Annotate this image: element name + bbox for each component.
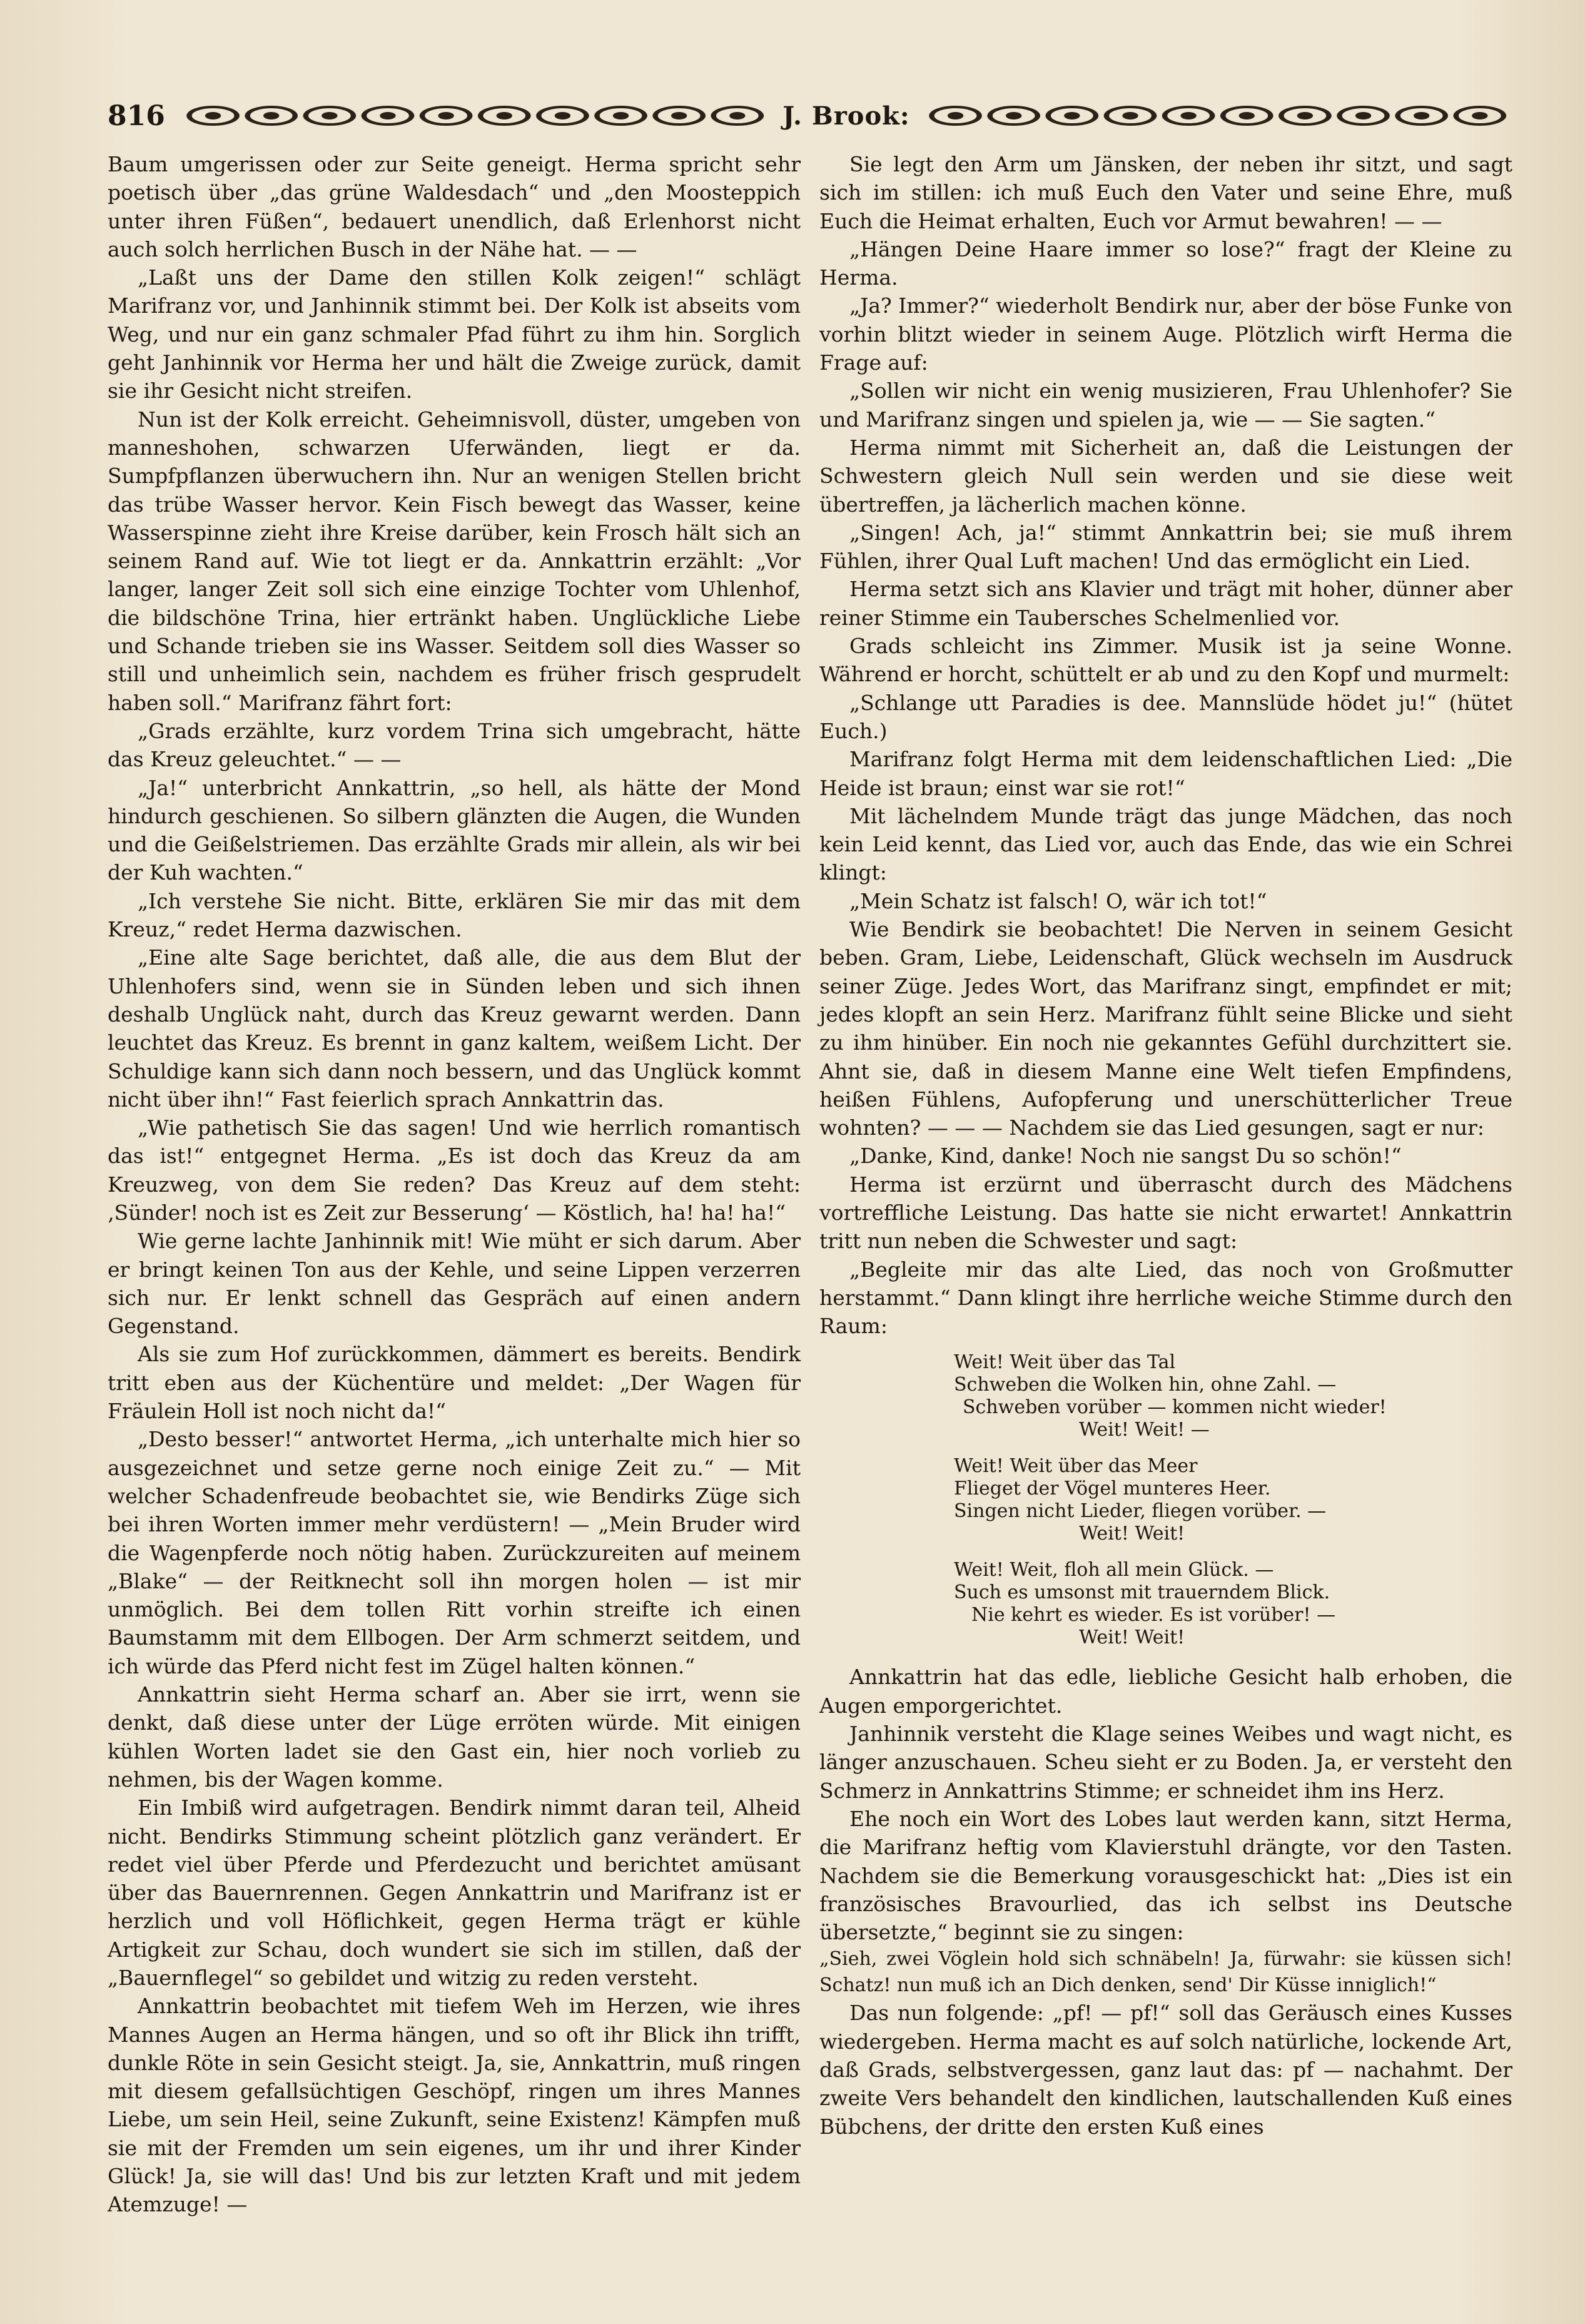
poem-line: Weit! Weit über das Tal [954, 1351, 1176, 1374]
running-head-author: J. Brook: [782, 101, 910, 131]
paragraph: „Ich verstehe Sie nicht. Bitte, erklären Sie mir das mit dem Kreuz,“ redet Herma dazwischen. [108, 888, 801, 942]
page-header [108, 94, 1509, 138]
paragraph: „Danke, Kind, danke! Noch nie sangst Du so schön!“ [849, 1144, 1402, 1169]
paragraph: „Laßt uns der Dame den stillen Kolk zeigen!“ schlägt Marifranz vor, und Janhinnik stimmt bei. Der Kolk ist abseits vom Weg, und nur ein ganz schmaler Pfad führt zu ihm hin. Sorglich geht Janhinnik vor Herma her und hält die Zweige zurück, damit sie ihr Gesicht nicht streifen. [108, 265, 801, 403]
ornament-band-right [926, 102, 1509, 129]
paragraph: Das nun folgende: „pf! — pf!“ soll das Geräusch eines Kusses wiedergeben. Herma macht es auf solch natürliche, lockende Art, daß Grads, selbstvergessen, ganz laut das: pf — nachahmt. Der zweite Vers behandelt den kindlichen, lautschallenden Kuß eines Bübchens, der dritte den ersten Kuß eines [819, 2001, 1512, 2139]
paragraph: „Singen! Ach, ja!“ stimmt Annkattrin bei; sie muß ihrem Fühlen, ihrer Qual Luft machen! Und das ermöglicht ein Lied. [819, 520, 1512, 574]
song-quote: „Sieh, zwei Vöglein hold sich schnäbeln! Ja, fürwahr: sie küssen sich! Schatz! nun muß ich an Dich denken, send' Dir Küsse inniglich!“ [819, 1948, 1512, 1997]
paragraph: Baum umgerissen oder zur Seite geneigt. Herma spricht sehr poetisch über „das grüne Waldesdach“ und „den Moosteppich unter ihren Füßen“, bedauert unendlich, daß Erlenhorst nicht auch solch herrlichen Busch in der Nähe hat. — — [108, 152, 801, 261]
poem-line: Weit! Weit, floh all mein Glück. — [954, 1559, 1274, 1581]
paragraph: „Sollen wir nicht ein wenig musizieren, Frau Uhlenhofer? Sie und Marifranz singen und spielen ja, wie — — Sie sagten.“ [819, 378, 1512, 432]
paragraph: „Begleite mir das alte Lied, das noch von Großmutter herstammt.“ Dann klingt ihre herrliche weiche Stimme durch den Raum: [819, 1257, 1512, 1339]
poem-stanza [954, 1455, 1512, 1545]
paragraph: Mit lächelndem Munde trägt das junge Mädchen, das noch kein Leid kennt, das Lied vor, auch das Ende, das wie ein Schrei klingt: [819, 803, 1512, 885]
poem-block [954, 1351, 1512, 1649]
poem-line: Weit! Weit! [1079, 1626, 1185, 1649]
paragraph: Herma ist erzürnt und überrascht durch des Mädchens vortreffliche Leistung. Das hatte sie nicht erwartet! Annkattrin tritt nun neben die Schwester und sagt: [819, 1172, 1512, 1254]
paragraph: Herma nimmt mit Sicherheit an, daß die Leistungen der Schwestern gleich Null sein werden und sie diese weit übertreffen, ja lächerlich machen könne. [819, 435, 1512, 517]
paragraph: Herma setzt sich ans Klavier und trägt mit hoher, dünner aber reiner Stimme ein Taubersches Schelmenlied vor. [819, 577, 1512, 630]
paragraph: Nun ist der Kolk erreicht. Geheimnisvoll, düster, umgeben von manneshohen, schwarzen Uferwänden, liegt er da. Sumpfpflanzen überwuchern ihn. Nur an wenigen Stellen bricht das trübe Wasser hervor. Kein Fisch bewegt das Wasser, keine Wasserspinne zieht ihre Kreise darüber, kein Frosch hält sich an seinem Rand auf. Wie tot liegt er da. Annkattrin erzählt: „Vor langer, langer Zeit soll sich eine einzige Tochter vom Uhlenhof, die bildschöne Trina, hier ertränkt haben. Unglückliche Liebe und Schande trieben sie ins Wasser. Seitdem soll dies Wasser so still und unheimlich sein, nachdem es früher frisch gesprudelt haben soll.“ Marifranz fährt fort: [108, 407, 801, 715]
paragraph: Ehe noch ein Wort des Lobes laut werden kann, sitzt Herma, die Marifranz heftig vom Klavierstuhl drängte, vor den Tasten. Nachdem sie die Bemerkung vorausgeschickt hat: „Dies ist ein französisches Bravourlied, das ich selbst ins Deutsche übersetzte,“ beginnt sie zu singen: [819, 1806, 1512, 1945]
right-text-column [819, 150, 1512, 2141]
paragraph: Wie Bendirk sie beobachtet! Die Nerven in seinem Gesicht beben. Gram, Liebe, Leidenschaft, Glück wechseln im Ausdruck seiner Züge. Jedes Wort, das Marifranz singt, empfindet er mit; jedes klopft an sein Herz. Marifranz fühlt seine Blicke und sieht zu ihm hinüber. Ein noch nie gekanntes Gefühl durchzittert sie. Ahnt sie, daß in diesem Manne eine Welt tiefen Empfindens, heißen Fühlens, Aufopferung und unerschütterlicher Treue wohnten? — — — Nachdem sie das Lied gesungen, sagt er nur: [819, 917, 1512, 1140]
paragraph: „Desto besser!“ antwortet Herma, „ich unterhalte mich hier so ausgezeichnet und setze gerne noch einige Zeit zu.“ — Mit welcher Schadenfreude beobachtet sie, wie Bendirks Züge sich bei ihren Worten immer mehr verdüstern! — „Mein Bruder wird die Wagenpferde noch nötig haben. Zurückzureiten auf meinem „Blake“ — der Reitknecht soll ihn morgen holen — ist mir unmöglich. Bei dem tollen Ritt vorhin streifte ich einen Baumstamm mit dem Ellbogen. Der Arm schmerzt seitdem, und ich würde das Pferd nicht fest im Zügel halten können.“ [108, 1427, 801, 1678]
paragraph: „Schlange utt Paradies is dee. Mannslüde hödet ju!“ (hütet Euch.) [819, 690, 1512, 743]
poem-line: Schweben die Wolken hin, ohne Zahl. — [954, 1374, 1337, 1396]
paragraph: Wie gerne lachte Janhinnik mit! Wie müht er sich darum. Aber er bringt keinen Ton aus der Kehle, und seine Lippen verzerren sich nur. Er lenkt schnell das Gespräch auf einen andern Gegenstand. [108, 1229, 801, 1339]
paragraph: Annkattrin sieht Herma scharf an. Aber sie irrt, wenn sie denkt, daß diese unter der Lüge erröten würde. Mit einigen kühlen Worten ladet sie den Gast ein, hier noch vorlieb zu nehmen, bis der Wagen komme. [108, 1682, 801, 1792]
paragraph: Annkattrin beobachtet mit tiefem Weh im Herzen, wie ihres Mannes Augen an Herma hängen, und so oft ihr Blick ihn trifft, dunkle Röte in sein Gesicht steigt. Ja, sie, Annkattrin, muß ringen mit diesem gefallsüchtigen Geschöpf, ringen um ihres Mannes Liebe, um sein Heil, seine Zukunft, seine Existenz! Kämpfen muß sie mit der Fremden um sein eigenes, um ihr und ihrer Kinder Glück! Ja, sie will das! Und bis zur letzten Kraft und mit jedem Atemzuge! — [108, 1994, 801, 2217]
poem-line: Weit! Weit über das Meer [954, 1455, 1198, 1478]
poem-line: Nie kehrt es wieder. Es ist vorüber! — [971, 1604, 1336, 1626]
poem-line: Singen nicht Lieder, fliegen vorüber. — [954, 1500, 1327, 1523]
paragraph: Annkattrin hat das edle, liebliche Gesicht halb erhoben, die Augen emporgerichtet. [819, 1665, 1512, 1718]
paragraph: „Grads erzählte, kurz vordem Trina sich umgebracht, hätte das Kreuz geleuchtet.“ — — [108, 718, 801, 772]
poem-stanza [954, 1559, 1512, 1649]
poem-line: Weit! Weit! — [1079, 1419, 1210, 1441]
poem-line: Weit! Weit! [1079, 1523, 1185, 1545]
paragraph: Janhinnik versteht die Klage seines Weibes und wagt nicht, es länger anzuschauen. Scheu sieht er zu Boden. Ja, er versteht den Schmerz in Annkattrins Stimme; er schneidet ihm ins Herz. [819, 1722, 1512, 1803]
paragraph: Sie legt den Arm um Jänsken, der neben ihr sitzt, und sagt sich im stillen: ich muß Euch den Vater und seine Ehre, muß Euch die Heimat erhalten, Euch vor Armut bewahren! — — [819, 152, 1512, 233]
page-number: 816 [108, 99, 165, 132]
paragraph: „Eine alte Sage berichtet, daß alle, die aus dem Blut der Uhlenhofers sind, wenn sie in Sünden leben und sich ihnen deshalb Unglück naht, durch das Kreuz gewarnt werden. Dann leuchtet das Kreuz. Es brennt in ganz kaltem, weißem Licht. Der Schuldige kann sich dann noch bessern, und das Unglück kommt nicht über ihn!“ Fast feierlich sprach Annkattrin das. [108, 945, 801, 1112]
poem-line: Such es umsonst mit trauerndem Blick. [954, 1581, 1330, 1604]
left-text-column [108, 150, 801, 2219]
paragraph: „Ja? Immer?“ wiederholt Bendirk nur, aber der böse Funke von vorhin blitzt wieder in seinem Auge. Plötzlich wirft Herma die Frage auf: [819, 293, 1512, 375]
paragraph: „Ja!“ unterbricht Annkattrin, „so hell, als hätte der Mond hindurch geschienen. So silbern glänzten die Augen, die Wunden und die Geißelstriemen. Das erzählte Grads mir allein, als wir bei der Kuh wachten.“ [108, 775, 801, 885]
poem-stanza [954, 1351, 1512, 1441]
paragraph: „Hängen Deine Haare immer so lose?“ fragt der Kleine zu Herma. [819, 236, 1512, 290]
paragraph: Als sie zum Hof zurückkommen, dämmert es bereits. Bendirk tritt eben aus der Küchentüre und meldet: „Der Wagen für Fräulein Holl ist noch nicht da!“ [108, 1342, 801, 1424]
poem-line: Flieget der Vögel munteres Heer. [954, 1478, 1271, 1500]
paragraph: „Mein Schatz ist falsch! O, wär ich tot!“ [849, 888, 1267, 913]
paragraph: Ein Imbiß wird aufgetragen. Bendirk nimmt daran teil, Alheid nicht. Bendirks Stimmung scheint plötzlich ganz verändert. Er redet viel über Pferde und Pferdezucht und berichtet amüsant über das Bauernrennen. Gegen Annkattrin und Marifranz ist er herzlich und voll Höflichkeit, gegen Herma trägt er kühle Artigkeit zur Schau, doch wundert sie sich im stillen, daß der „Bauernflegel“ so gebildet und witzig zu reden versteht. [108, 1795, 801, 1990]
ornament-band-left [184, 102, 766, 129]
paragraph: Marifranz folgt Herma mit dem leidenschaftlichen Lied: „Die Heide ist braun; einst war sie rot!“ [819, 747, 1512, 800]
paragraph: „Wie pathetisch Sie das sagen! Und wie herrlich romantisch das ist!“ entgegnet Herma. „Es ist doch das Kreuz da am Kreuzweg, von dem Sie reden? Das Kreuz auf dem steht: ‚Sünder! noch ist es Zeit zur Besserung‘ — Köstlich, ha! ha! ha!“ [108, 1115, 801, 1225]
paragraph: Grads schleicht ins Zimmer. Musik ist ja seine Wonne. Während er horcht, schüttelt er ab und zu den Kopf und murmelt: [819, 634, 1512, 687]
poem-line: Schweben vorüber — kommen nicht wieder! [963, 1396, 1387, 1419]
